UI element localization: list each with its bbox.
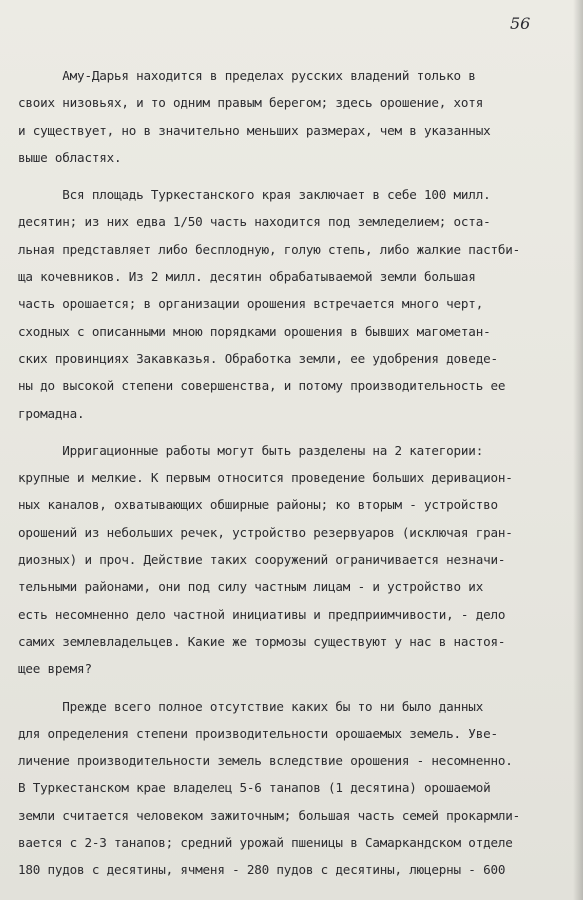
paragraph-gap [18, 171, 574, 181]
text-line: орошений из небольших речек, устройство резервуаров (исключая гран- [18, 524, 513, 540]
text-line: своих низовьях, и то одним правым берегом; здесь орошение, хотя [18, 95, 484, 111]
text-line: личение производительности земель вследствие орошения - несомненно. [18, 753, 513, 769]
text-line: и существует, но в значительно меньших размерах, чем в указанных [18, 122, 491, 138]
text-line: ских провинциях Закавказья. Обработка земли, ее удобрения доведе- [18, 350, 498, 366]
text-line: есть несомненно дело частной инициативы и предприимчивости, - дело [18, 606, 506, 622]
page-number: 56 [510, 14, 531, 33]
page-edge-shadow [573, 0, 583, 900]
text-line: сходных с описанными мною порядками орошения в бывших магометан- [18, 323, 491, 339]
text-line: часть орошается; в организации орошения встречается много черт, [18, 296, 484, 312]
text-line: тельными районами, они под силу частным лицам - и устройство их [18, 579, 484, 595]
text-line: крупные и мелкие. К первым относится проведение больших деривацион- [18, 470, 513, 486]
document-body [18, 62, 574, 884]
text-line: льная представляет либо бесплодную, голую степь, либо жалкие пастби- [18, 241, 520, 257]
text-line: самих землевладельцев. Какие же тормозы существуют у нас в настоя- [18, 633, 506, 649]
text-line: выше областях. [18, 149, 122, 165]
text-line: Вся площадь Туркестанского края заключает в себе 100 милл. [18, 187, 491, 203]
text-line: громадна. [18, 405, 85, 421]
paragraph [18, 62, 574, 171]
text-line: вается с 2-3 танапов; средний урожай пшеницы в Самаркандском отделе [18, 835, 513, 851]
text-line: В Туркестанском крае владелец 5-6 танапов (1 десятина) орошаемой [18, 780, 491, 796]
text-line: Прежде всего полное отсутствие каких бы то ни было данных [18, 698, 484, 714]
paragraph-gap [18, 427, 574, 437]
paragraph [18, 181, 574, 427]
text-line: диозных) и проч. Действие таких сооружений ограничивается незначи- [18, 552, 506, 568]
paragraph [18, 693, 574, 884]
text-line: ных каналов, охватывающих обширные районы; ко вторым - устройство [18, 497, 498, 513]
text-line: Аму-Дарья находится в пределах русских владений только в [18, 68, 476, 83]
text-line: земли считается человеком зажиточным; большая часть семей прокармли- [18, 807, 520, 823]
text-line: ны до высокой степени совершенства, и потому производительность ее [18, 378, 506, 394]
text-line: щее время? [18, 661, 92, 677]
text-line: 180 пудов с десятины, ячменя - 280 пудов с десятины, люцерны - 600 [18, 862, 506, 878]
paragraph [18, 437, 574, 683]
text-line: Ирригационные работы могут быть разделены на 2 категории: [18, 442, 484, 458]
text-line: ща кочевников. Из 2 милл. десятин обрабатываемой земли большая [18, 269, 476, 285]
text-line: десятин; из них едва 1/50 часть находится под земледелием; оста- [18, 214, 491, 230]
text-line: для определения степени производительности орошаемых земель. Уве- [18, 725, 498, 741]
paragraph-gap [18, 683, 574, 693]
